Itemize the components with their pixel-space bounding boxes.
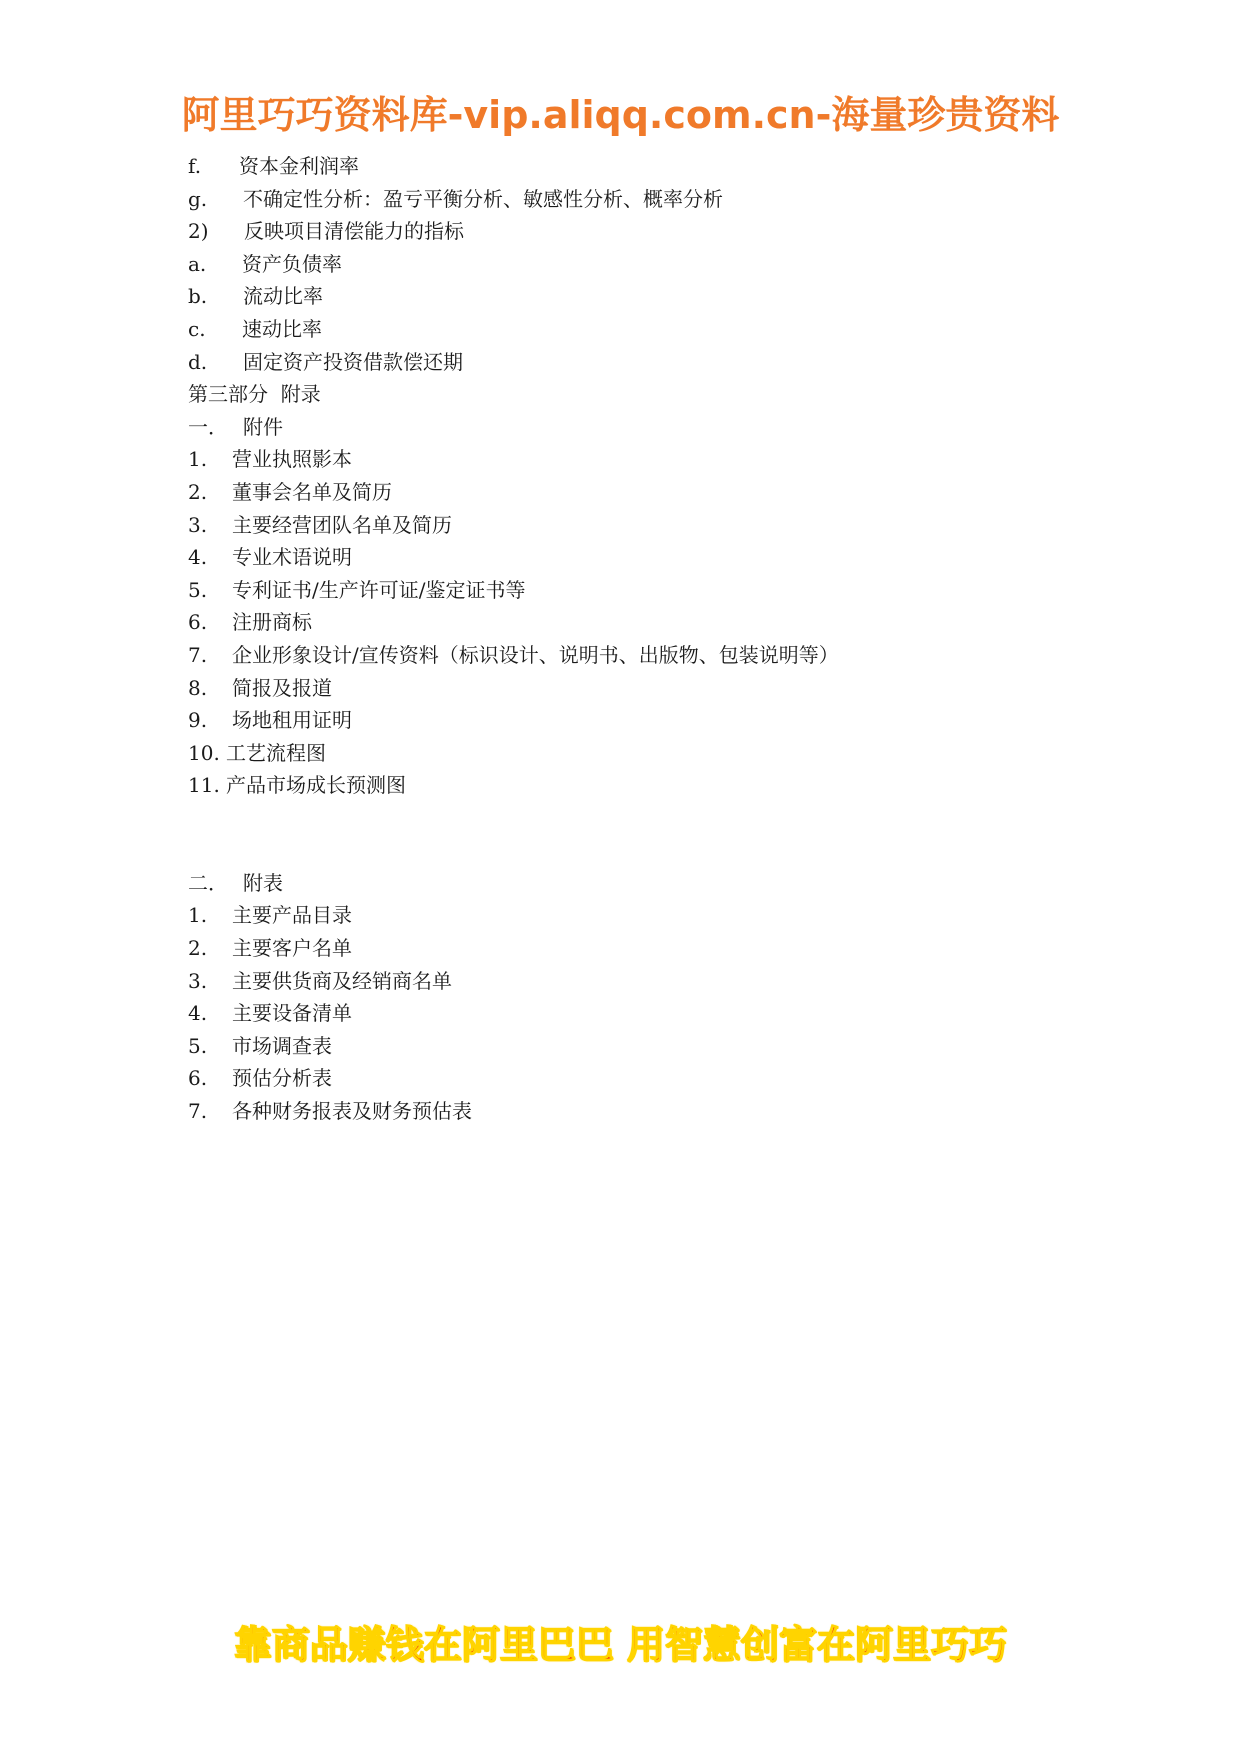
list-text: 资产负债率 [242,251,342,276]
list-marker: 7. [188,642,208,667]
list-item [188,280,1088,313]
list-item [188,1030,1088,1063]
list-text: 专业术语说明 [232,545,352,570]
list-item [188,541,1088,574]
list-text: 工艺流程图 [226,740,326,765]
list-text: 流动比率 [243,284,323,309]
list-marker: 7. [188,1099,208,1124]
list-marker: 4. [188,545,208,570]
list-marker: f. [188,154,202,178]
list-item [188,965,1088,998]
list-item [188,183,1088,216]
list-marker: a. [188,251,207,276]
list-text: 不确定性分析：盈亏平衡分析、敏感性分析、概率分析 [243,186,723,211]
list-item [188,248,1088,281]
list-text: 速动比率 [242,316,322,341]
list-text: 各种财务报表及财务预估表 [232,1099,472,1124]
list-item [188,997,1088,1030]
list-item [188,606,1088,639]
list-marker: 4. [188,1001,208,1026]
list-marker: 2) [188,219,209,244]
list-text: 营业执照影本 [232,447,352,472]
heading-marker: 一． [188,414,228,439]
list-text: 固定资产投资借款偿还期 [243,349,463,374]
list-marker: 3. [188,968,208,993]
list-text: 场地租用证明 [232,708,352,733]
document-body [188,150,1088,1128]
list-text: 主要客户名单 [232,936,352,961]
list-marker: 11. [188,773,220,798]
list-marker: 9. [188,708,208,733]
list-text: 产品市场成长预测图 [226,773,406,798]
part-title [188,378,1088,411]
list-item [188,574,1088,607]
list-marker: 6. [188,610,208,635]
list-item [188,769,1088,802]
list-item [188,737,1088,770]
part-title-text: 第三部分 附录 [188,382,321,407]
list-marker: 5. [188,577,208,602]
list-marker: 2. [188,479,208,504]
list-marker: 5. [188,1033,208,1058]
list-item [188,932,1088,965]
header-banner: 阿里巧巧资料库-vip.aliqq.com.cn-海量珍贵资料 [181,93,1060,137]
list-text: 市场调查表 [232,1033,332,1058]
list-item [188,509,1088,542]
list-item [188,215,1088,248]
footer-banner: 靠商品赚钱在阿里巴巴 用智慧创富在阿里巧巧 [233,1623,1008,1667]
list-text: 主要产品目录 [232,903,352,928]
list-text: 预估分析表 [232,1066,332,1091]
list-marker: 3. [188,512,208,537]
list-item [188,1062,1088,1095]
list-text: 董事会名单及简历 [232,479,392,504]
heading-marker: 二． [188,870,228,895]
list-marker: 6. [188,1066,208,1091]
attachments-heading [188,411,1088,444]
list-item [188,1095,1088,1128]
list-item [188,443,1088,476]
list-marker: d. [188,349,208,374]
list-marker: 10. [188,740,220,765]
list-marker: c. [188,316,206,341]
list-text: 企业形象设计/宣传资料（标识设计、说明书、出版物、包装说明等） [232,642,839,667]
heading-text: 附件 [243,414,283,439]
tables-heading [188,867,1088,900]
list-item [188,639,1088,672]
list-item [188,899,1088,932]
list-item [188,476,1088,509]
list-text: 主要经营团队名单及简历 [232,512,452,537]
list-item [188,672,1088,705]
list-item [188,150,1088,183]
list-text: 简报及报道 [232,675,332,700]
list-text: 资本金利润率 [239,154,359,178]
list-text: 主要供货商及经销商名单 [232,968,452,993]
heading-text: 附表 [243,870,283,895]
list-item [188,704,1088,737]
list-marker: 2. [188,936,208,961]
list-marker: 1. [188,903,208,928]
list-text: 反映项目清偿能力的指标 [244,219,464,244]
list-marker: 8. [188,675,208,700]
list-marker: b. [188,284,208,309]
list-marker: g. [188,186,208,211]
list-item [188,313,1088,346]
section-spacer [188,802,1088,867]
list-text: 专利证书/生产许可证/鉴定证书等 [232,577,526,602]
list-marker: 1. [188,447,208,472]
list-text: 主要设备清单 [232,1001,352,1026]
list-text: 注册商标 [232,610,312,635]
list-item [188,346,1088,379]
